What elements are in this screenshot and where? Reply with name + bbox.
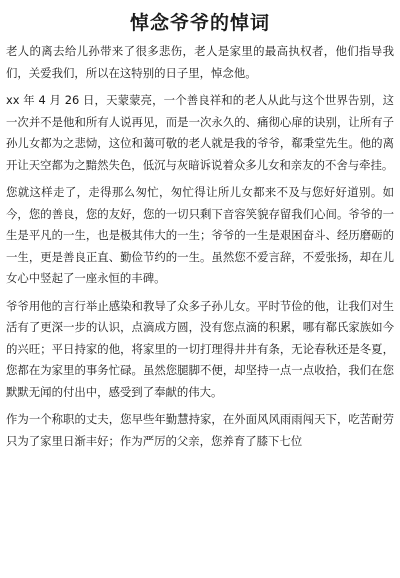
paragraph-farewell: xx 年 4 月 26 日，天蒙蒙亮，一个善良祥和的老人从此与这个世界告别，这一次并不是他和所有人说再见，而是一次永久的、痛彻心扉的诀别，让所有子孙儿女都为之悲恸，这位和蔼可敬的老人就是我的爷爷，郗秉堂先生。他的离开让天空都为之黯然失色，低沉与灰暗诉说着众多儿女和亲友的不舍与牵挂。 bbox=[6, 93, 394, 172]
paragraph-life: 您就这样走了，走得那么匆忙，匆忙得让所儿女都来不及与您好好道别。如今，您的善良，您的友好，您的一切只剩下音容笑貌存留我们心间。爷爷的一生是平凡的一生，也是极其伟大的一生；爷爷的一生是艰困奋斗、经历磨砺的一生，更是善良正直、勤俭节约的一生。虽然您不爱言辞，不爱张扬，却在儿女心中竖起了一座永恒的丰碑。 bbox=[6, 185, 394, 285]
paragraph-example: 爷爷用他的言行举止感染和教导了众多子孙儿女。平时节俭的他，让我们对生活有了更深一步的认识，点滴成方圆，没有您点滴的积累，哪有郗氏家族如今的兴旺；平日持家的他，将家里的一切打理得井井有条，无论春秋还是冬夏，您都在为家里的事务忙碌。虽然您腿脚不便，却坚持一点一点收拾，我们在您默默无闻的付出中，感受到了奉献的伟大。 bbox=[6, 298, 394, 399]
paragraph-intro: 老人的离去给儿孙带来了很多悲伤，老人是家里的最高执权者，他们指导我们，关爱我们，所以在这特别的日子里，悼念他。 bbox=[6, 44, 394, 80]
document-title: 悼念爷爷的悼词 bbox=[129, 12, 270, 34]
paragraph-husband: 作为一个称职的丈夫，您早些年勤慧持家，在外面风风雨雨闯天下，吃苦耐劳只为了家里日渐丰好；作为严厉的父亲，您养育了膝下七位 bbox=[6, 412, 394, 448]
